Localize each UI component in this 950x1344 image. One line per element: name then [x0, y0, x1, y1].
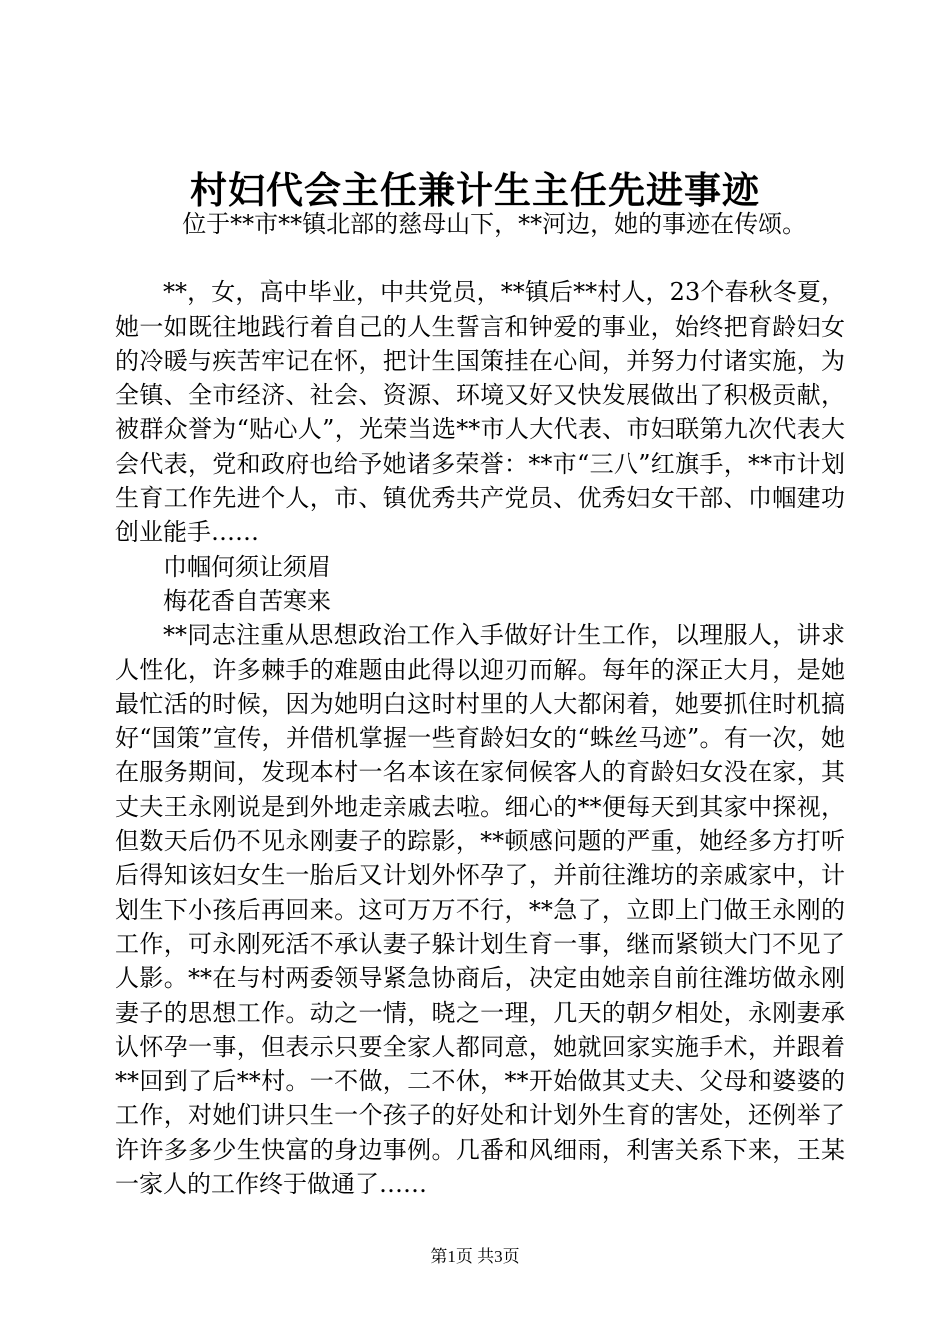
body-paragraph: **同志注重从思想政治工作入手做好计生工作，以理服人，讲求人性化，许多棘手的难题由此得以迎刃而解。每年的深正大月，是她最忙活的时候，因为她明白这时村里的人大都闲着，她要抓住时机搞好“国策”宣传，并借机掌握一些育龄妇女的“蛛丝马迹”。有一次，她在服务期间，发现本村一名本该在家伺候客人的育龄妇女没在家，其丈夫王永刚说是到外地走亲戚去啦。细心的**便每天到其家中探视，但数天后仍不见永刚妻子的踪影，**顿感问题的严重，她经多方打听后得知该妇女生一胎后又计划外怀孕了，并前往潍坊的亲戚家中，计划生下小孩后再回来。这可万万不行，**急了，立即上门做王永刚的工作，可永刚死活不承认妻子躲计划生育一事，继而紧锁大门不见了人影。**在与村两委领导紧急协商后，决定由她亲自前往潍坊做永刚妻子的思想工作。动之一情，晓之一理，几天的朝夕相处，永刚妻承认怀孕一事，但表示只要全家人都同意，她就回家实施手术，并跟着**回到了后**村。一不做，二不休，**开始做其丈夫、父母和婆婆的工作，对她们讲只生一个孩子的好处和计划外生育的害处，还例举了许许多多少生快富的身边事例。几番和风细雨，利害关系下来，王某一家人的工作终于做通了…… — [115, 621, 845, 1199]
document-body — [115, 207, 845, 1201]
blank-line — [115, 241, 845, 275]
document-title: 村妇代会主任兼计生主任先进事迹 — [190, 168, 760, 212]
section-heading-line-1: 巾帼何须让须眉 — [163, 552, 331, 581]
section-heading-line-2: 梅花香自苦寒来 — [163, 586, 331, 615]
intro-paragraph: 位于**市**镇北部的慈母山下，**河边，她的事迹在传颂。 — [182, 210, 807, 238]
body-paragraph: **，女，高中毕业，中共党员，**镇后**村人，23个春秋冬夏，她一如既往地践行着自己的人生誓言和钟爱的事业，始终把育龄妇女的冷暖与疾苦牢记在怀，把计生国策挂在心间，并努力付诸实施，为全镇、全市经济、社会、资源、环境又好又快发展做出了积极贡献，被群众誉为“贴心人”，光荣当选**市人大代表、市妇联第九次代表大会代表，党和政府也给予她诸多荣誉：**市“三八”红旗手，**市计划生育工作先进个人，市、镇优秀共产党员、优秀妇女干部、巾帼建功创业能手…… — [115, 278, 845, 547]
page-footer: 第1页 共3页 — [430, 1247, 520, 1266]
